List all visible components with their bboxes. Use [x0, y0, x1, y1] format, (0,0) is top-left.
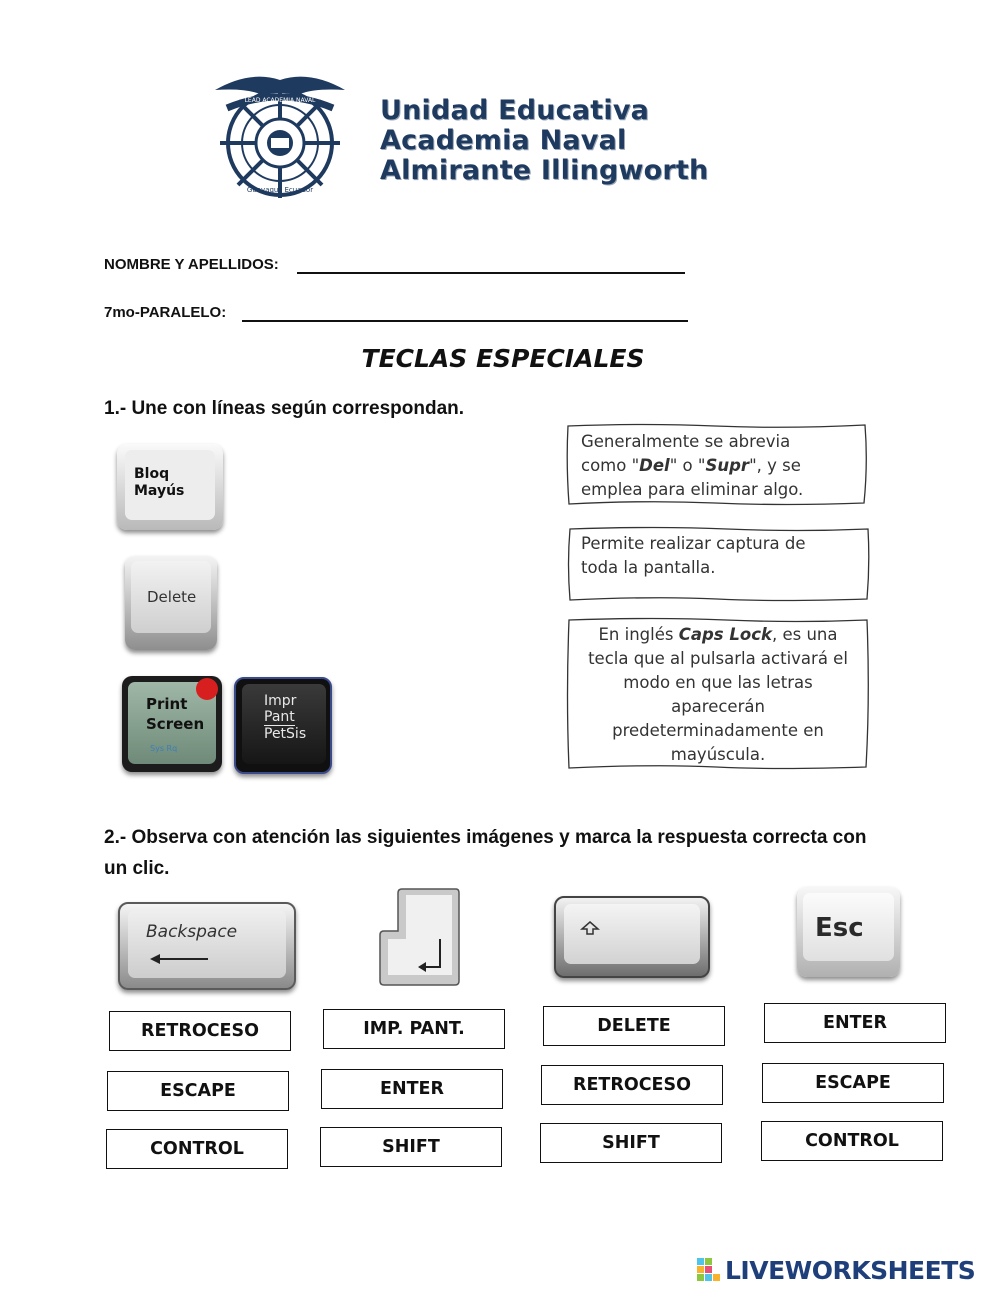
- option-g4-escape[interactable]: ESCAPE: [762, 1063, 944, 1103]
- imprpant-key-image: [234, 677, 332, 774]
- option-g2-imp-pant[interactable]: IMP. PANT.: [323, 1009, 505, 1049]
- option-g1-retroceso[interactable]: RETROCESO: [109, 1011, 291, 1051]
- description-delete-text-2: como ": [581, 456, 640, 475]
- question-2-prompt-line-2: un clic.: [104, 858, 170, 879]
- shift-key-image: [554, 896, 710, 978]
- class-line[interactable]: [242, 320, 688, 322]
- question-1-prompt: 1.- Une con líneas según correspondan.: [104, 398, 465, 419]
- option-g2-enter[interactable]: ENTER: [321, 1069, 503, 1109]
- emblem-ribbon-text: LEAD ACADEMIA NAVAL: [244, 97, 316, 104]
- esc-key-label: Esc: [815, 913, 864, 943]
- description-delete-del: Del: [639, 456, 670, 475]
- imprpant-key-label-2: Pant: [264, 709, 295, 725]
- backspace-key-label: Backspace: [146, 922, 238, 942]
- option-g2-shift[interactable]: SHIFT: [320, 1127, 502, 1167]
- description-printscreen[interactable]: [567, 526, 870, 602]
- option-g3-retroceso[interactable]: RETROCESO: [541, 1065, 723, 1105]
- liveworksheets-logo-icon: [697, 1258, 721, 1282]
- name-line[interactable]: [297, 272, 685, 274]
- imprpant-key-label-3: PetSis: [264, 726, 307, 742]
- description-capslock-text-2: , es una: [771, 625, 838, 644]
- school-name-line-2: Academia Naval: [380, 125, 627, 156]
- description-printscreen-line-2: toda la pantalla.: [581, 558, 716, 577]
- liveworksheets-logo[interactable]: [697, 1255, 975, 1285]
- delete-key-label: Delete: [147, 588, 197, 606]
- option-g3-delete[interactable]: DELETE: [543, 1006, 725, 1046]
- description-capslock-line-4: aparecerán: [671, 697, 765, 716]
- red-arrow-icon: [196, 678, 218, 700]
- description-capslock[interactable]: [566, 617, 870, 770]
- school-emblem: [205, 68, 355, 198]
- backspace-key-image: [118, 902, 296, 990]
- description-capslock-line-6: mayúscula.: [670, 745, 766, 764]
- description-capslock-line-5: predeterminadamente en: [612, 721, 824, 740]
- description-delete[interactable]: [565, 423, 868, 506]
- description-delete-supr: Supr: [705, 456, 750, 475]
- enter-key-image: [378, 887, 460, 987]
- sysrq-label: Sys Rq: [150, 744, 178, 753]
- school-name-line-1: Unidad Educativa: [380, 95, 650, 126]
- shift-arrow-icon: [580, 920, 600, 941]
- description-delete-text-4: ", y se: [749, 456, 801, 475]
- question-2-prompt-line-1: 2.- Observa con atención las siguientes imágenes y marca la respuesta correcta con: [104, 827, 867, 848]
- printscreen-key-image: [122, 676, 222, 772]
- printscreen-key-label-2: Screen: [146, 715, 205, 733]
- description-capslock-line-2: tecla que al pulsarla activará el: [588, 649, 848, 668]
- description-printscreen-line-1: Permite realizar captura de: [581, 534, 806, 553]
- option-g3-shift[interactable]: SHIFT: [540, 1123, 722, 1163]
- option-g1-control[interactable]: CONTROL: [106, 1129, 288, 1169]
- left-arrow-icon: [150, 952, 210, 970]
- description-delete-line-3: emplea para eliminar algo.: [581, 480, 804, 499]
- question-2-prompt: [104, 822, 866, 884]
- delete-key-image: [125, 556, 217, 650]
- option-g1-escape[interactable]: ESCAPE: [107, 1071, 289, 1111]
- description-capslock-line-3: modo en que las letras: [623, 673, 813, 692]
- school-name-line-3: Almirante Illingworth: [380, 155, 709, 186]
- description-capslock-capslock: Caps Lock: [678, 625, 772, 644]
- emblem-bottom-text: Guayaquil Ecuador: [246, 186, 314, 194]
- description-delete-text-3: " o ": [669, 456, 706, 475]
- description-delete-line-1: Generalmente se abrevia: [581, 432, 791, 451]
- worksheet-title: TECLAS ESPECIALES: [361, 344, 645, 373]
- capslock-key-label-2: Mayús: [134, 483, 185, 499]
- option-g4-control[interactable]: CONTROL: [761, 1121, 943, 1161]
- class-label: 7mo-PARALELO:: [104, 304, 227, 321]
- imprpant-key-label-1: Impr: [264, 693, 297, 709]
- capslock-key-image: [117, 444, 223, 530]
- capslock-key-label-1: Bloq: [134, 466, 170, 482]
- option-g4-enter[interactable]: ENTER: [764, 1003, 946, 1043]
- description-capslock-text-1: En inglés: [598, 625, 679, 644]
- name-label: NOMBRE Y APELLIDOS:: [104, 256, 279, 273]
- liveworksheets-brand: LIVEWORKSHEETS: [725, 1255, 976, 1285]
- printscreen-key-label-1: Print: [146, 695, 188, 713]
- esc-key-image: [797, 887, 900, 977]
